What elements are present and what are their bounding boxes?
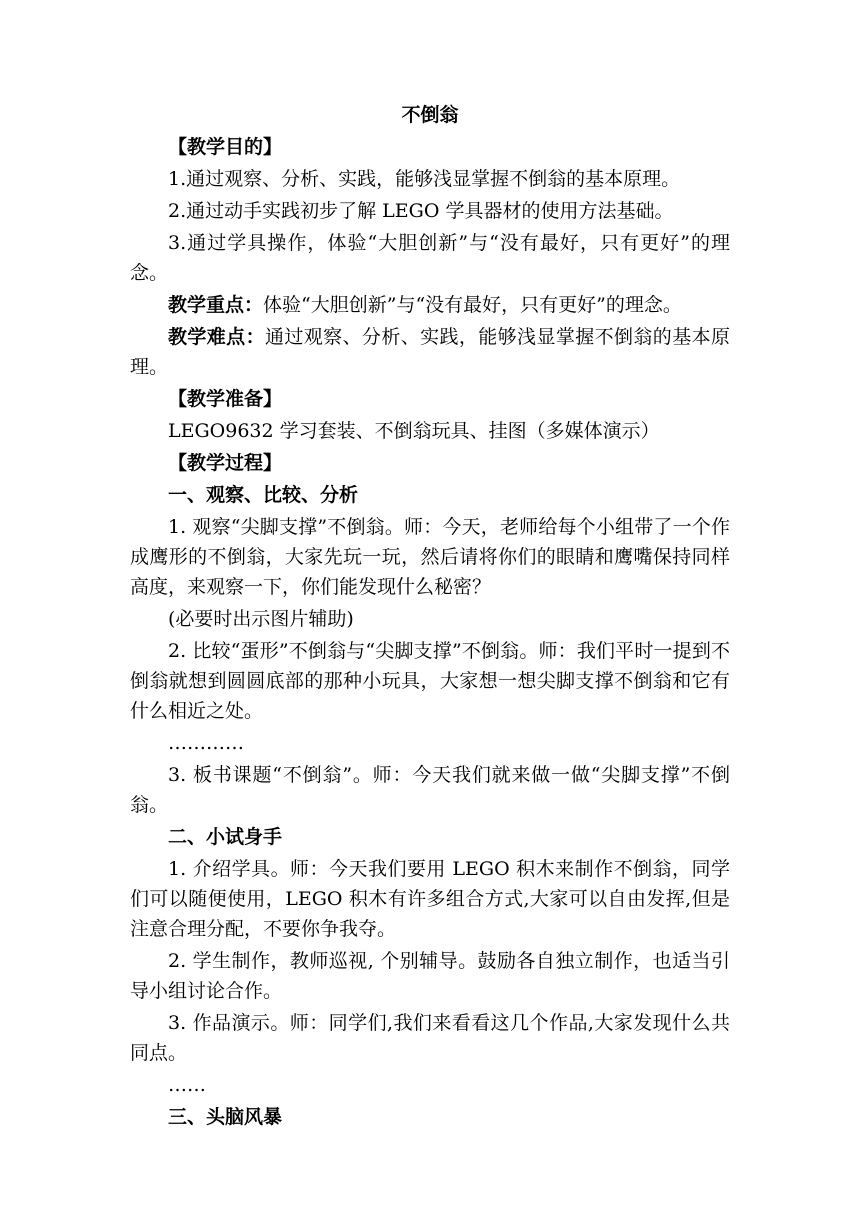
part3-heading: 三、头脑风暴 [168, 1106, 283, 1128]
objective-1: 1.通过观察、分析、实践，能够浅显掌握不倒翁的基本原理。 [168, 168, 681, 190]
part1-heading: 一、观察、比较、分析 [168, 484, 359, 506]
key-point-label: 教学重点： [168, 294, 264, 316]
part1-item-2: 2. 比较“蛋形”不倒翁与“尖脚支撑”不倒翁。师：我们平时一提到不倒翁就想到圆圆底部的那种小玩具，大家想一想尖脚支撑不倒翁和它有什么相近之处。 [130, 640, 730, 722]
key-point-text: 体验“大胆创新”与“没有最好，只有更好”的理念。 [263, 294, 682, 316]
part2-item-3: 3. 作品演示。师：同学们,我们来看看这几个作品,大家发现什么共同点。 [130, 1012, 730, 1064]
preparation-text: LEGO9632 学习套装、不倒翁玩具、挂图（多媒体演示） [168, 420, 660, 442]
objectives-heading: 【教学目的】 [168, 136, 283, 158]
part1-item-3: 3. 板书课题“不倒翁”。师：今天我们就来做一做“尖脚支撑”不倒翁。 [130, 764, 730, 816]
part1-note: (必要时出示图片辅助) [168, 608, 354, 630]
difficulty-text: 通过观察、分析、实践，能够浅显掌握不倒翁的基本原理。 [130, 326, 730, 378]
part2-item-1: 1. 介绍学具。师：今天我们要用 LEGO 积木来制作不倒翁，同学们可以随便使用，LEGO 积木有许多组合方式,大家可以自由发挥,但是注意合理分配，不要你争我夺。 [130, 858, 730, 940]
part2-ellipsis: …… [168, 1074, 206, 1096]
objective-2: 2.通过动手实践初步了解 LEGO 学具器材的使用方法基础。 [168, 200, 674, 222]
process-heading: 【教学过程】 [168, 452, 283, 474]
part2-item-2: 2. 学生制作，教师巡视, 个别辅导。鼓励各自独立制作，也适当引导小组讨论合作。 [130, 950, 730, 1002]
difficulty-label: 教学难点： [168, 326, 265, 348]
key-point [130, 290, 730, 320]
part1-ellipsis: ………… [168, 732, 244, 754]
preparation-heading: 【教学准备】 [168, 388, 283, 410]
part1-item-1: 1. 观察“尖脚支撑”不倒翁。师：今天，老师给每个小组带了一个作成鹰形的不倒翁，大家先玩一玩，然后请将你们的眼睛和鹰嘴保持同样高度，来观察一下，你们能发现什么秘密？ [130, 516, 730, 598]
document-body [130, 100, 730, 1134]
page-title: 不倒翁 [401, 104, 459, 126]
part2-heading: 二、小试身手 [168, 826, 283, 848]
objective-3: 3.通过学具操作，体验“大胆创新”与“没有最好，只有更好”的理念。 [130, 232, 730, 284]
difficulty [130, 322, 730, 382]
